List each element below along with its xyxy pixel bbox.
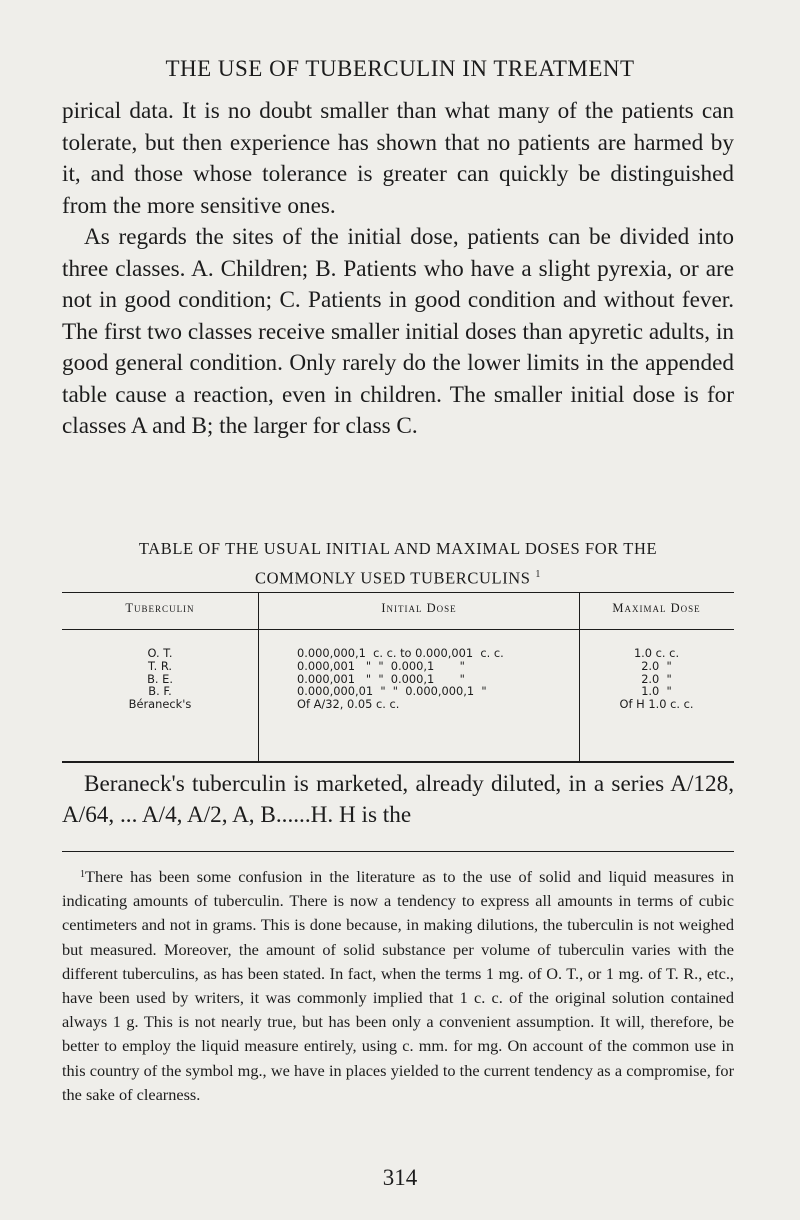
maximal-dose-column	[579, 593, 734, 761]
footnote	[62, 863, 734, 1107]
cell-initial-dose: 0.000,000,01 " " 0.000,000,1 "	[297, 684, 487, 699]
header-initial-dose: Initial Dose	[381, 601, 457, 615]
header-maximal-dose: Maximal Dose	[612, 601, 701, 615]
header-tuberculin: Tuberculin	[125, 601, 195, 615]
body-text	[62, 96, 734, 443]
cell-tuberculin: O. T.	[147, 646, 173, 660]
cell-tuberculin: Béraneck's	[128, 697, 192, 712]
after-table-text	[62, 769, 734, 831]
footnote-text: There has been some confusion in the literature as to the use of solid and liquid measures in indicating amounts of tuberculin. There is now a tendency to express all amounts in terms of cubic centimeters and not in grams. This is done because, in making dilutions, the tuberculin is not weighed but measured. Moreover, the amount of solid substance per volume of tuberculin varies with the different tuberculins, as has been stated. In fact, when the terms 1 mg. of O. T., or 1 mg. of T. R., etc., have been used by writers, it was commonly implied that 1 c. c. of the original solution contained always 1 g. This is not nearly true, but has been only a convenient assumption. It will, therefore, be better to employ the liquid measure entirely, using c. mm. for mg. On account of the common use in this country of the symbol mg., we have in places yielded to the current tendency as a compromise, for the sake of clearness.	[62, 867, 734, 1104]
footnote-rule	[62, 851, 734, 852]
page-number: 314	[382, 1165, 418, 1190]
cell-initial-dose: 0.000,001 " " 0.000,1 "	[297, 658, 465, 673]
maximal-dose-cells	[579, 647, 734, 711]
table-title-line1: TABLE OF THE USUAL INITIAL AND MAXIMAL DOSES FOR THE	[138, 539, 658, 558]
dose-table	[62, 592, 734, 763]
cell-tuberculin: T. R.	[148, 658, 172, 673]
tuberculin-cells	[62, 647, 258, 711]
paragraph-continued: pirical data. It is no doubt smaller than what many of the patients can tolerate, but then experience has shown that no patients are harmed by it, and those whose tolerance is greater can quickly be distinguished from the more sensitive ones.	[62, 98, 734, 219]
running-head: THE USE OF TUBERCULIN IN TREATMENT	[165, 56, 635, 81]
tuberculin-column	[62, 593, 258, 761]
cell-initial-dose: Of A/32, 0.05 c. c.	[297, 697, 400, 712]
cell-initial-dose: 0.000,000,1 c. c. to 0.000,001 c. c.	[297, 646, 504, 660]
initial-dose-cells	[259, 647, 579, 711]
table-title-line2	[62, 562, 734, 592]
table-title-line2-text: COMMONLY USED TUBERCULINS	[255, 568, 531, 588]
footnote-paragraph	[62, 863, 734, 1107]
cell-maximal-dose: 1.0 c. c.	[633, 646, 680, 660]
cell-maximal-dose: Of H 1.0 c. c.	[619, 697, 694, 712]
initial-dose-column	[258, 593, 580, 761]
table-header-rule	[62, 629, 734, 630]
cell-tuberculin: B. E.	[147, 671, 173, 686]
cell-maximal-dose: 2.0 "	[641, 671, 672, 686]
paragraph-dose-classes: As regards the sites of the initial dose, patients can be divided into three classes. A. Children; B. Patients who have a slight pyrexia, or are not in good condition; C. Patients in good condition and without fever. The first two classes receive smaller initial doses than apyretic adults, in good general condition. Only rarely do the lower limits in the appended table cause a reaction, even in children. The smaller initial dose is for classes A and B; the larger for class C.	[62, 224, 734, 439]
footnote-ref-mark: 1	[535, 569, 541, 580]
cell-tuberculin: B. F.	[148, 684, 172, 699]
paragraph-beraneck: Beraneck's tuberculin is marketed, already diluted, in a series A/128, A/64, ... A/4, A/2, A, B......H. H is the	[62, 771, 734, 828]
table-title	[62, 536, 734, 592]
cell-maximal-dose: 1.0 "	[641, 684, 672, 699]
footnote-mark: 1	[80, 869, 85, 880]
cell-initial-dose: 0.000,001 " " 0.000,1 "	[297, 671, 465, 686]
cell-maximal-dose: 2.0 "	[641, 658, 672, 673]
